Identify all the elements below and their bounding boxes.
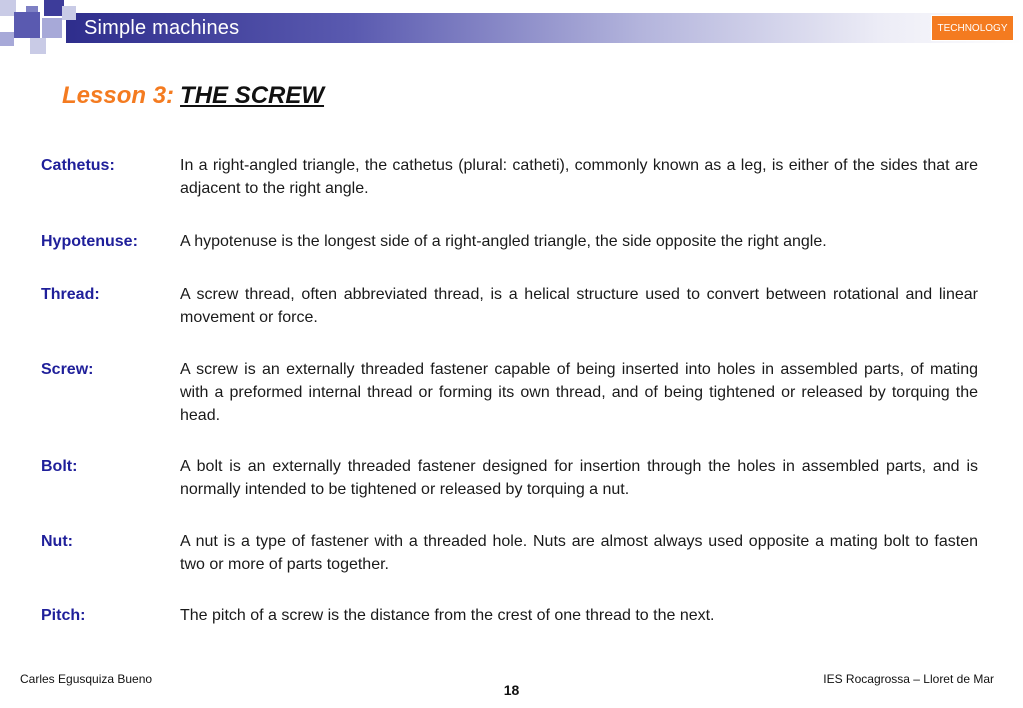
glossary-term: Screw: — [41, 361, 94, 378]
decorative-square — [14, 12, 40, 38]
footer-author: Carles Egusquiza Bueno — [20, 672, 153, 686]
lesson-number: Lesson 3: — [62, 82, 175, 109]
glossary-term: Pitch: — [41, 607, 86, 624]
decorative-square — [42, 18, 62, 38]
glossary-term: Bolt: — [41, 458, 78, 475]
glossary-definition: A bolt is an externally threaded fastener designed for insertion through the holes in assembled parts, and is normally intended to be tightened or released by torquing a nut. — [180, 458, 978, 498]
glossary-definition: In a right-angled triangle, the cathetus (plural: catheti), commonly known as a leg, is either of the sides that are adjacent to the right angle. — [180, 157, 978, 197]
decorative-square — [0, 32, 14, 46]
decorative-square — [30, 38, 46, 54]
footer-school: IES Rocagrossa – Lloret de Mar — [823, 672, 994, 686]
lesson-topic: THE SCREW — [180, 82, 325, 109]
lesson-heading — [62, 82, 324, 110]
glossary-definition: A screw thread, often abbreviated thread, is a helical structure used to convert between rotational and linear movement or force. — [180, 286, 978, 326]
glossary-term: Hypotenuse: — [41, 233, 138, 250]
decorative-square — [62, 6, 76, 20]
glossary-definition: A screw is an externally threaded fastener capable of being inserted into holes in assembled parts, of mating with a preformed internal thread or forming its own thread, and of being tightened or released by torquing the head. — [180, 361, 978, 424]
glossary-term: Nut: — [41, 533, 73, 550]
page-number: 18 — [503, 682, 520, 698]
glossary-definition: A hypotenuse is the longest side of a right-angled triangle, the side opposite the right angle. — [180, 233, 827, 250]
glossary-definition: The pitch of a screw is the distance from the crest of one thread to the next. — [180, 607, 715, 624]
decorative-square — [44, 0, 64, 16]
glossary-term: Cathetus: — [41, 157, 115, 174]
glossary-term: Thread: — [41, 286, 100, 303]
glossary-definition: A nut is a type of fastener with a threaded hole. Nuts are almost always used opposite a mating bolt to fasten two or more of parts together. — [180, 533, 978, 573]
slide-title: Simple machines — [84, 17, 240, 39]
technology-badge: TECHNOLOGY — [931, 15, 1014, 41]
